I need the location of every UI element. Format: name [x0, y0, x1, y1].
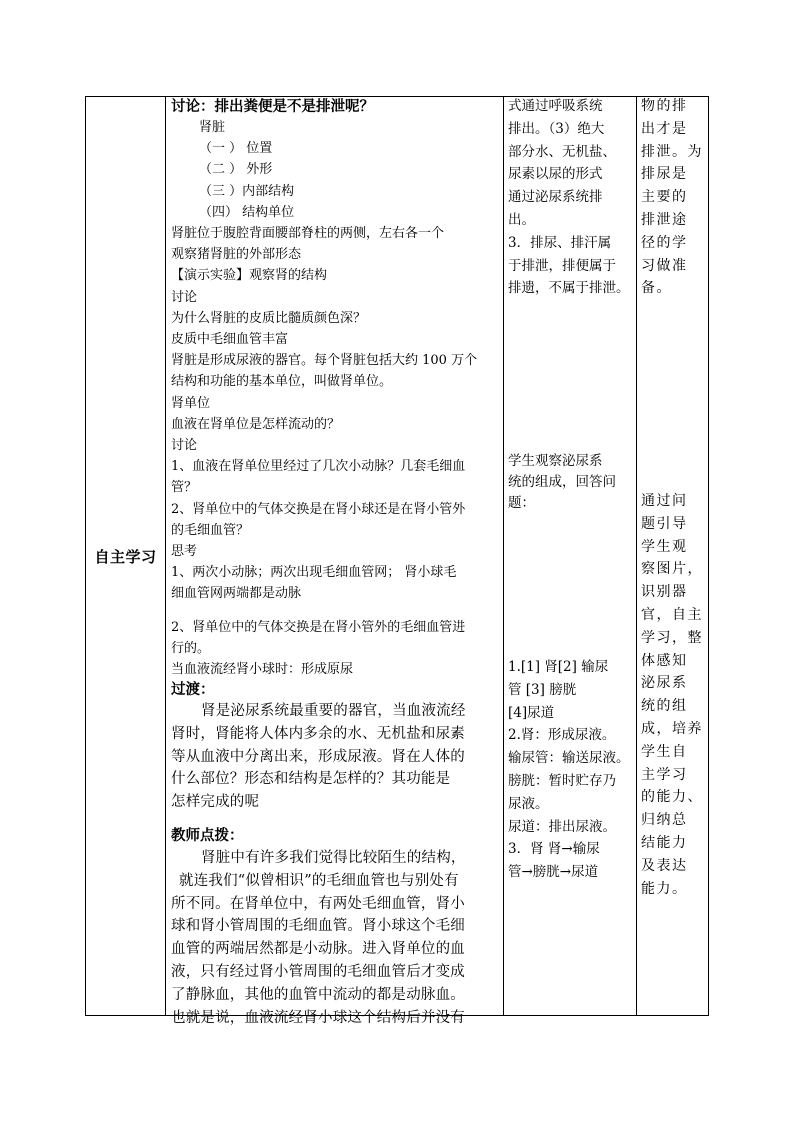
answer-line: 1.[1] 肾[2] 输尿 — [508, 659, 609, 675]
text-line: 式通过呼吸系统 — [508, 98, 603, 114]
text-line: 学习，整 — [641, 629, 703, 646]
text-line: 备。 — [641, 280, 672, 297]
teacher-line: 也就是说，血液流经肾小球这个结构后并没有 — [171, 1009, 465, 1026]
text-line: 2、肾单位中的气体交换是在肾小球还是在肾小管外 — [171, 501, 466, 517]
answer-line: 2.肾：形成尿液。 — [508, 727, 616, 744]
text-line: 官，自主 — [641, 607, 703, 623]
teacher-line: 球和肾小管周围的毛细血管。肾小球这个毛细 — [171, 918, 465, 935]
section-label: 自主学习 — [94, 547, 157, 566]
outline-item: （三 ）内部结构 — [199, 183, 295, 199]
text-line: 讨论 — [171, 289, 198, 305]
text-line: 主学习 — [641, 766, 688, 783]
text-line: 题： — [508, 495, 535, 512]
text-line: 排出。（3）绝大 — [508, 120, 605, 137]
text-line: 泌尿系 — [641, 675, 688, 692]
teacher-line: 液，只有经过肾小管周围的毛细血管后才变成 — [171, 964, 465, 980]
text-line: 讨论 — [171, 438, 198, 453]
student-activity — [504, 97, 636, 1015]
text-line: 成，培养 — [641, 721, 703, 737]
text-line: 察图片， — [641, 561, 703, 578]
answer-line: 3．肾 肾→输尿 — [508, 841, 600, 858]
teacher-heading: 教师点拨： — [171, 827, 244, 844]
table-row — [86, 97, 709, 1016]
text-line: 统的组 — [641, 698, 688, 715]
text-line: 结能力 — [641, 835, 688, 851]
text-line: 排遗，不属于排泄。 — [508, 280, 630, 297]
outline-item: （二 ） 外形 — [199, 162, 273, 178]
text-line: 学生自 — [641, 743, 688, 760]
text-line: 为什么肾脏的皮质比髓质颜色深？ — [171, 310, 367, 326]
text-line: 血液在肾单位是怎样流动的？ — [171, 416, 341, 432]
teacher-line: 所不同。在肾单位中，有两处毛细血管，肾小 — [171, 895, 465, 912]
answer-line: 输尿管：输送尿液。 — [508, 750, 630, 767]
text-line: 3．排尿、排汗属 — [508, 234, 612, 251]
design-intent-cell — [637, 97, 709, 1016]
answer-line: [4]尿道 — [508, 704, 555, 721]
text-line: 体感知 — [641, 652, 688, 669]
text-line: 的毛细血管？ — [171, 522, 250, 538]
teacher-line: 肾脏中有许多我们觉得比较陌生的结构， — [201, 850, 466, 866]
text-line: 肾脏位于腹腔背面腰部脊柱的两侧，左右各一个 — [171, 226, 445, 241]
text-line: 学生观 — [641, 538, 688, 555]
text-line: 1、血液在肾单位里经过了几次小动脉？几套毛细血 — [171, 459, 466, 475]
text-line: 思考 — [171, 544, 198, 559]
discussion-title: 讨论：排出粪便是不是排泄呢？ — [171, 98, 374, 115]
text-line: 归纳总 — [641, 812, 688, 829]
text-line: 排泄途 — [641, 212, 688, 228]
text-line: 皮质中毛细血管丰富 — [171, 332, 289, 347]
text-line: 于排泄，排便属于 — [508, 257, 616, 274]
text-line: 能力。 — [641, 880, 688, 897]
design-intent — [637, 97, 708, 1015]
text-line: 结构和功能的基本单位，叫做肾单位。 — [171, 374, 393, 390]
text-line: 排尿是 — [641, 166, 688, 183]
teacher-line: 就连我们“似曾相识”的毛细血管也与别处有 — [179, 872, 459, 889]
transition-line: 肾时，肾能将人体内多余的水、无机盐和尿素 — [171, 725, 465, 742]
section-label-cell — [86, 97, 166, 1016]
text-line: 通过泌尿系统排 — [508, 189, 603, 206]
teacher-line: 血管的两端居然都是小动脉。进入肾单位的血 — [171, 941, 465, 958]
transition-heading: 过渡： — [171, 681, 215, 698]
lesson-plan-table — [85, 96, 709, 1026]
text-line: 观察猪肾脏的外部形态 — [171, 247, 302, 263]
answer-line: 管 [3] 膀胱 — [508, 681, 577, 698]
teaching-content-cell — [166, 97, 504, 1026]
text-line: 径的学 — [641, 234, 688, 251]
text-line: 主要的 — [641, 189, 688, 206]
answer-line: 管→膀胱→尿道 — [508, 864, 599, 881]
text-line: 肾脏是形成尿液的器官。每个肾脏包括大约 100 万个 — [171, 353, 478, 369]
text-line: 出。 — [508, 212, 535, 228]
transition-line: 什么部位？形态和结构是怎样的？其功能是 — [171, 771, 451, 788]
text-line: 习做准 — [641, 257, 688, 274]
text-line: 题引导 — [641, 515, 688, 532]
outline-item: （一 ） 位置 — [199, 141, 273, 157]
answer-line: 尿液。 — [508, 795, 549, 812]
text-line: 当血液流经肾小球时：形成原尿 — [171, 662, 354, 678]
text-line: 部分水、无机盐、 — [508, 143, 616, 160]
teacher-line: 了静脉血，其他的血管中流动的都是动脉血。 — [171, 986, 465, 1003]
text-line: 【演示实验】观察肾的结构 — [171, 268, 328, 284]
answer-line: 膀胱：暂时贮存乃 — [508, 773, 616, 789]
text-line: 的能力、 — [641, 789, 703, 806]
text-line: 1、两次小动脉；两次出现毛细血管网； 肾小球毛 — [171, 565, 457, 581]
text-line: 物的排 — [641, 98, 688, 114]
text-line: 2、肾单位中的气体交换是在肾小管外的毛细血管进 — [171, 620, 466, 635]
outline-item: （四） 结构单位 — [199, 204, 295, 220]
text-line: 细血管网两端都是动脉 — [171, 586, 302, 602]
answer-line: 尿道：排出尿液。 — [508, 818, 616, 835]
outline-item: 肾脏 — [199, 120, 226, 135]
text-line: 通过问 — [641, 493, 688, 509]
transition-line: 等从血液中分离出来，形成尿液。肾在人体的 — [171, 748, 465, 765]
text-line: 行的。 — [171, 641, 211, 657]
student-activity-cell — [504, 97, 637, 1016]
text-line: 及表达 — [641, 857, 688, 874]
text-line: 排泄。为 — [641, 143, 703, 160]
transition-line: 肾是泌尿系统最重要的器官，当血液流经 — [201, 703, 466, 719]
text-line: 肾单位 — [171, 395, 211, 411]
teaching-content — [166, 97, 503, 1026]
text-line: 尿素以尿的形式 — [508, 166, 603, 183]
text-line: 统的组成，回答问 — [508, 474, 616, 491]
text-line: 学生观察泌尿系 — [508, 453, 603, 469]
text-line: 管？ — [171, 480, 198, 496]
transition-line: 怎样完成的呢 — [171, 794, 260, 811]
text-line: 出才是 — [641, 120, 688, 137]
text-line: 识别器 — [641, 584, 688, 601]
